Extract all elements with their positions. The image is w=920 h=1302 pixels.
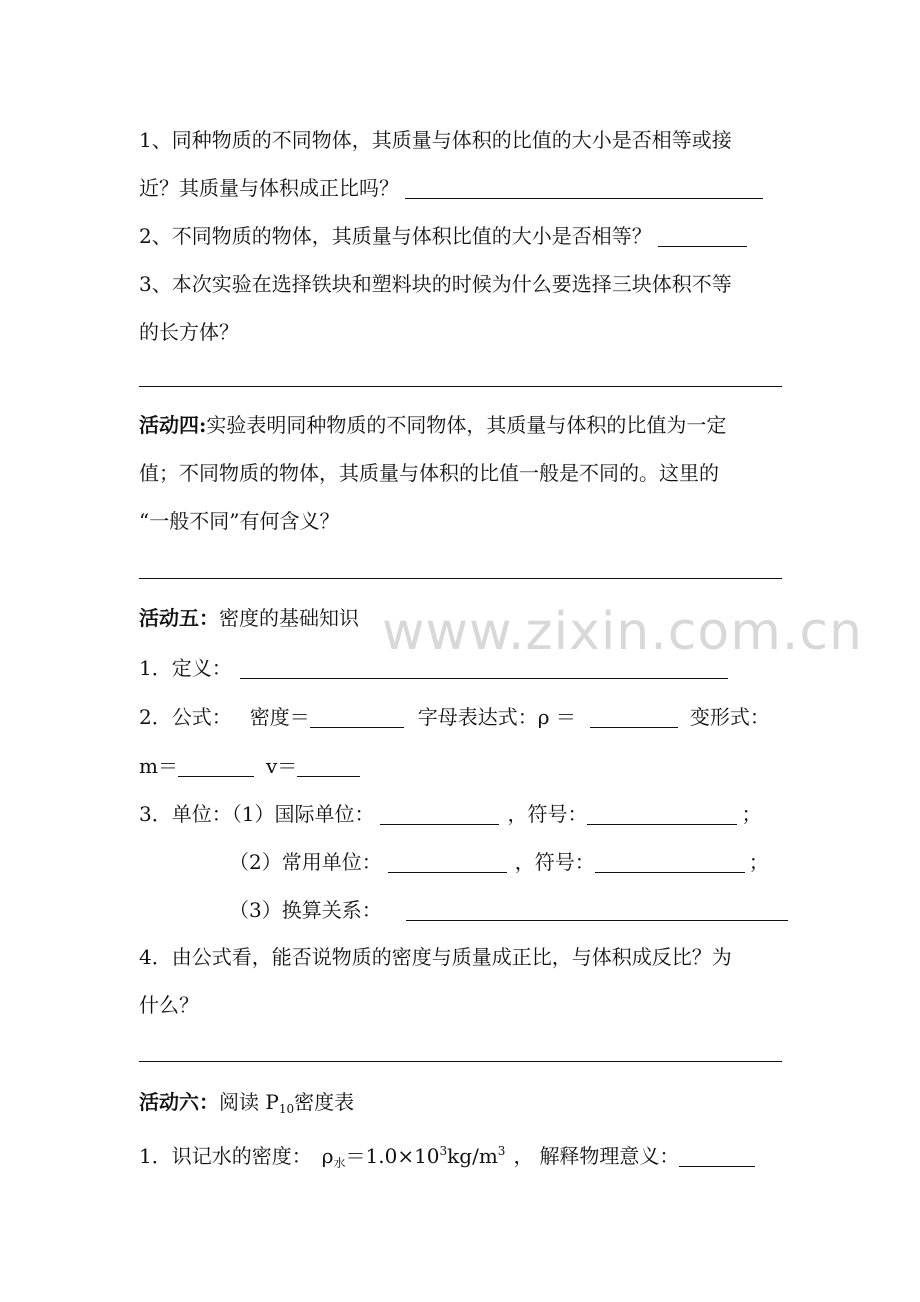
- activity-4-label: 活动四:: [139, 413, 207, 437]
- activity-5-heading: [139, 604, 359, 632]
- question-4-line-2: 什么？: [139, 993, 199, 1017]
- answer-rule-q3[interactable]: [139, 386, 782, 387]
- formula-line: 2．公式： 密度＝ 字母表达式：ρ ＝ 变形式：: [139, 705, 770, 729]
- answer-blank-conversion[interactable]: [406, 898, 788, 921]
- activity-4-line-1: 活动四:实验表明同种物质的不同物体，其质量与体积的比值为一定: [139, 413, 727, 437]
- activity-5-label: 活动五：: [139, 606, 219, 630]
- activity-4-line-3: “一般不同”有何含义？: [139, 509, 340, 533]
- answer-blank-physical-meaning[interactable]: [679, 1144, 755, 1167]
- definition-line: 1．定义：: [139, 654, 728, 682]
- answer-blank-m[interactable]: [178, 754, 254, 777]
- activity-6-heading: 活动六：阅读 $P_{10}$密度表: [139, 1090, 355, 1116]
- answer-blank-common-unit[interactable]: [388, 850, 507, 873]
- activity-5-title: 密度的基础知识: [219, 606, 359, 630]
- answer-blank-q1[interactable]: [405, 176, 763, 199]
- answer-rule-q4[interactable]: [139, 1061, 782, 1062]
- question-1-line-1: 1、同种物质的不同物体，其质量与体积的比值的大小是否相等或接: [139, 128, 732, 152]
- question-1-line-2: 近？其质量与体积成正比吗？: [139, 174, 763, 202]
- answer-blank-common-symbol[interactable]: [595, 850, 745, 873]
- activity-4-line-2: 值；不同物质的物体，其质量与体积的比值一般是不同的。这里的: [139, 461, 719, 485]
- question-4-line-1: 4．由公式看，能否说物质的密度与质量成正比，与体积成反比？为: [139, 945, 732, 969]
- answer-blank-rho[interactable]: [590, 705, 678, 728]
- answer-blank-definition[interactable]: [240, 656, 728, 679]
- question-3-line-2: 的长方体？: [139, 320, 239, 344]
- unit-line-2: （2）常用单位： ，符号： ；: [229, 850, 769, 874]
- watermark: www.zixin.com.cn: [382, 602, 863, 662]
- variant-line: m＝ v＝: [139, 752, 360, 780]
- answer-rule-activity-4[interactable]: [139, 578, 782, 579]
- water-density-line: 1．识记水的密度： $\rho_水=1.0\times 10^3kg/m^3$ ， 解释物理意义：: [139, 1137, 755, 1177]
- answer-blank-v[interactable]: [297, 754, 360, 777]
- answer-blank-density[interactable]: [310, 705, 404, 728]
- answer-blank-si-symbol[interactable]: [587, 802, 737, 825]
- answer-blank-q2[interactable]: [658, 224, 747, 247]
- question-2: 2、不同物质的物体，其质量与体积比值的大小是否相等？: [139, 222, 747, 250]
- unit-line-3: （3）换算关系：: [229, 896, 788, 924]
- activity-6-label: 活动六：: [139, 1090, 219, 1114]
- question-3-line-1: 3、本次实验在选择铁块和塑料块的时候为什么要选择三块体积不等: [139, 272, 732, 296]
- unit-line-1: 3．单位：（1）国际单位： ，符号： ；: [139, 802, 762, 826]
- answer-blank-si-unit[interactable]: [380, 802, 499, 825]
